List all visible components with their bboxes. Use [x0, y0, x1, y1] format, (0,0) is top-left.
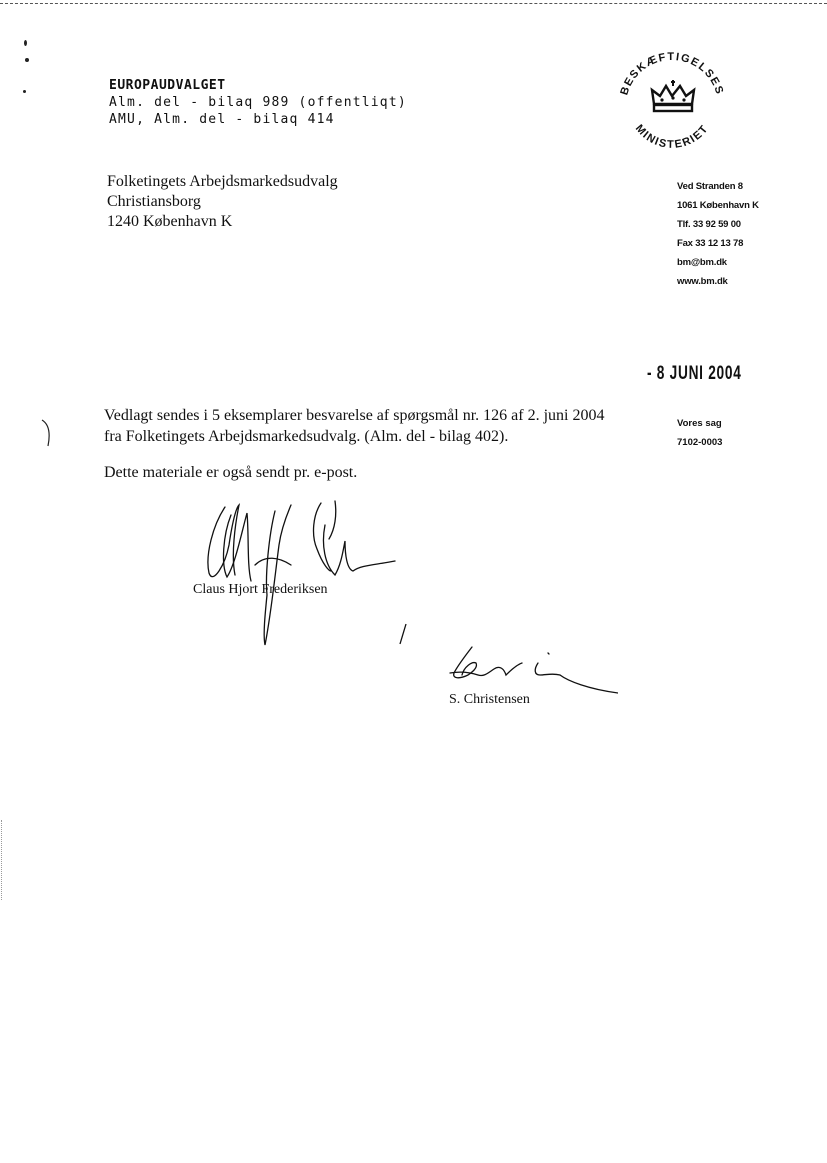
sender-address: Ved Stranden 8: [677, 181, 743, 192]
document-reference: [109, 78, 407, 128]
date-stamp: - 8 JUNI 2004: [647, 363, 742, 384]
scan-marks-left: [3, 30, 9, 1130]
svg-text:BESKÆFTIGELSES: BESKÆFTIGELSES: [618, 50, 726, 97]
crown-icon: [652, 80, 694, 111]
letter-body: [104, 405, 624, 483]
sender-phone: Tlf. 33 92 59 00: [677, 219, 741, 230]
signature-1: [195, 495, 405, 655]
case-number: 7102-0003: [677, 437, 723, 448]
recipient-name: Folketingets Arbejdsmarkedsudvalg: [107, 173, 338, 190]
reference-line-2: AMU, Alm. del - bilaq 414: [109, 112, 335, 127]
recipient-city: 1240 København K: [107, 213, 233, 230]
scan-edge-top: [0, 0, 827, 4]
sender-fax: Fax 33 12 13 78: [677, 238, 744, 249]
sender-web: www.bm.dk: [677, 276, 728, 287]
svg-text:MINISTERIET: MINISTERIET: [632, 122, 712, 151]
margin-mark: [40, 418, 52, 448]
ministry-logo: [612, 40, 732, 158]
body-paragraph-2: Dette materiale er også sendt pr. e-post.: [104, 464, 358, 481]
initial-mark: [398, 623, 408, 645]
body-paragraph-1: Vedlagt sendes i 5 eksemplarer besvarelse af spørgsmål nr. 126 af 2. juni 2004 fra Folketingets Arbejdsmarkedsudvalg. (Alm. del - bilag 402).: [104, 407, 605, 445]
scan-edge-left: [1, 820, 4, 900]
signer-2-name: S. Christensen: [449, 692, 530, 707]
recipient-building: Christiansborg: [107, 193, 201, 210]
reference-line-1: Alm. del - bilaq 989 (offentliqt): [109, 95, 407, 110]
sender-contact: [677, 177, 759, 291]
case-reference: [677, 414, 722, 452]
committee-name: EUROPAUDVALGET: [109, 78, 226, 93]
sender-email: bm@bm.dk: [677, 257, 727, 268]
sender-city: 1061 København K: [677, 200, 759, 211]
case-label: Vores sag: [677, 418, 722, 429]
signer-1-name: Claus Hjort Frederiksen: [193, 582, 328, 597]
recipient-address: [107, 172, 338, 232]
